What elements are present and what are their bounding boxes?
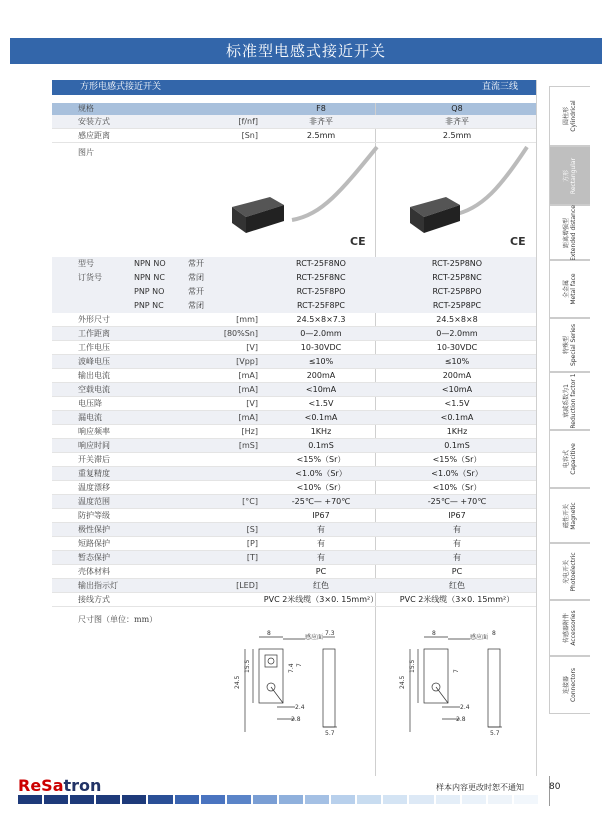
dim-width: 8	[267, 630, 271, 637]
table-row	[52, 115, 536, 129]
sidebar-tab-en: Extended distance	[570, 204, 577, 261]
f8-dimension-drawing	[215, 627, 365, 739]
table-row	[52, 523, 536, 537]
row-q8: 有	[453, 553, 461, 562]
row-q8: 0.1mS	[444, 441, 470, 450]
sidebar-tab-en: Capacitive	[570, 443, 577, 475]
row-unit: [°C]	[242, 497, 258, 506]
picture-label: 图片	[78, 148, 94, 157]
sidebar-tab-cn: 连接器	[563, 675, 570, 695]
table-row	[52, 593, 536, 607]
row-label: 重复精度	[78, 469, 110, 478]
model-block	[52, 257, 536, 313]
section-title: 方形电感式接近开关	[80, 82, 162, 92]
dim-height: 24.5	[399, 675, 406, 689]
row-q8: -25℃— +70℃	[427, 497, 487, 506]
sidebar-tab-en: Magnetic	[570, 501, 577, 530]
table-row	[52, 129, 536, 143]
dim-height2: 15.5	[409, 659, 416, 673]
row-label: 工作电压	[78, 343, 110, 352]
model-mode: 常闭	[188, 301, 204, 310]
row-q8: ≤10%	[444, 357, 470, 366]
row-unit: [P]	[246, 539, 258, 548]
row-f8: 有	[317, 553, 325, 562]
row-f8: 有	[317, 525, 325, 534]
row-f8: -25℃— +70℃	[291, 497, 351, 506]
row-q8: <10%（Sr）	[432, 483, 482, 492]
footer-stripes	[18, 795, 538, 804]
row-label: 温度范围	[78, 497, 110, 506]
sidebar-tab-magnetic[interactable]	[549, 488, 590, 543]
dim-d2: 2.4	[460, 704, 470, 711]
table-row	[52, 481, 536, 495]
sidebar-tab-special-series[interactable]	[549, 318, 590, 372]
dim-d1: 7.4	[288, 663, 295, 673]
dim-d3: 2.8	[291, 716, 301, 723]
model-f8: RCT-25F8PO	[296, 287, 346, 296]
brand-logo	[18, 776, 101, 795]
row-label: 接线方式	[78, 595, 110, 604]
row-label: 感应距离	[78, 131, 110, 140]
row-q8: 0—2.0mm	[436, 329, 478, 338]
sidebar-tab-en: Connectors	[570, 667, 577, 703]
row-q8: 1KHz	[446, 427, 468, 436]
sidebar-tab-cn: 距离增强型	[563, 217, 570, 248]
table-row	[52, 425, 536, 439]
row-f8: 红色	[313, 581, 329, 590]
sidebar-tab-extended-distance[interactable]	[549, 205, 590, 260]
dim-d5: 7	[296, 663, 303, 667]
table-row	[52, 411, 536, 425]
spec-top-rows	[52, 115, 536, 143]
ce-mark-q8: CE	[510, 235, 526, 248]
sidebar-tab-cn: 衰减系数为1	[563, 384, 570, 418]
row-label: 短路保护	[78, 539, 110, 548]
product-pictures	[52, 145, 536, 257]
row-label: 极性保护	[78, 525, 110, 534]
table-row	[52, 453, 536, 467]
row-f8: PC	[315, 567, 327, 576]
row-label: 漏电流	[78, 413, 102, 422]
table-row	[52, 397, 536, 411]
row-q8: 红色	[449, 581, 465, 590]
row-label: 输出电流	[78, 371, 110, 380]
row-f8: <1.0%（Sr）	[295, 469, 347, 478]
model-mode: 常开	[188, 287, 204, 296]
dim-face: 感应面	[470, 634, 489, 641]
dim-side: 7.3	[325, 630, 335, 637]
row-q8: <1.0%（Sr）	[431, 469, 483, 478]
row-f8: <0.1mA	[304, 413, 338, 422]
row-q8: 有	[453, 525, 461, 534]
sidebar-tab-cn: 特殊型	[563, 335, 570, 355]
row-unit: [f/nf]	[238, 117, 258, 126]
row-unit: [mA]	[238, 385, 258, 394]
model-q8: RCT-25P8PO	[432, 287, 482, 296]
row-label: 壳体材料	[78, 567, 110, 576]
table-row	[52, 439, 536, 453]
row-q8: <0.1mA	[440, 413, 474, 422]
table-right-border	[536, 80, 537, 776]
table-row	[52, 313, 536, 327]
row-unit: [V]	[246, 343, 258, 352]
model-q8: RCT-25P8NC	[432, 273, 482, 282]
row-label: 暂态保护	[78, 553, 110, 562]
row-label: 响应时间	[78, 441, 110, 450]
row-f8: ≤10%	[308, 357, 334, 366]
sidebar-tab-cn: 磁性开关	[563, 503, 570, 528]
row-unit: [Sn]	[241, 131, 258, 140]
model-mode: 常闭	[188, 273, 204, 282]
row-q8: <15%（Sr）	[432, 455, 482, 464]
grid-label: 规格	[78, 104, 94, 113]
sidebar-tab-cn: 方形	[563, 169, 570, 182]
sidebar-tab-cn: 传感器附件	[563, 612, 570, 644]
row-label: 温度漂移	[78, 483, 110, 492]
ce-mark-f8: CE	[350, 235, 366, 248]
sidebar-tab-cylindrical[interactable]	[549, 86, 590, 146]
grid-col-q8: Q8	[451, 104, 463, 113]
row-label: 输出指示灯	[78, 581, 118, 590]
model-type: NPN NO	[134, 259, 166, 268]
row-label: 响应频率	[78, 427, 110, 436]
sidebar-tab-en: Photoelectric	[570, 551, 577, 592]
sidebar-tab-en: Metal face	[570, 273, 577, 305]
row-unit: [80%Sn]	[223, 329, 258, 338]
dim-face: 感应面	[305, 634, 324, 641]
row-unit: [S]	[246, 525, 258, 534]
table-row	[52, 355, 536, 369]
row-q8: 24.5×8×8	[436, 315, 478, 324]
model-mode: 常开	[188, 259, 204, 268]
row-unit: [T]	[246, 553, 258, 562]
row-q8: 10-30VDC	[436, 343, 478, 352]
row-q8: 200mA	[442, 371, 472, 380]
model-type: NPN NC	[134, 273, 165, 282]
row-q8: IP67	[448, 511, 466, 520]
model-label: 型号	[78, 259, 94, 268]
table-row	[52, 383, 536, 397]
table-row	[52, 341, 536, 355]
row-f8: <10%（Sr）	[296, 483, 346, 492]
table-row	[52, 467, 536, 481]
sidebar-tab-cn: 电容式	[563, 450, 570, 469]
sidebar-tab-en: Rectangular	[570, 157, 577, 194]
sidebar-tab-en: Cylindrical	[570, 100, 577, 132]
model-f8: RCT-25F8PC	[296, 301, 346, 310]
sidebar-tab-cn: 全金属	[563, 279, 570, 299]
grid-col-f8: F8	[316, 104, 326, 113]
dim-side: 8	[492, 630, 496, 637]
row-label: 波峰电压	[78, 357, 110, 366]
row-unit: [mA]	[238, 413, 258, 422]
section-header	[52, 80, 536, 95]
dim-d3: 2.8	[456, 716, 466, 723]
page-title: 标准型电感式接近开关	[10, 38, 602, 64]
page-number: 80	[549, 782, 561, 792]
row-q8: <10mA	[441, 385, 473, 394]
q8-dimension-drawing	[380, 627, 530, 739]
dim-height2: 15.5	[244, 659, 251, 673]
row-label: 工作距离	[78, 329, 110, 338]
section-subtitle: 直流三线	[482, 82, 519, 92]
row-q8: 2.5mm	[442, 131, 472, 140]
row-f8: <1.5V	[308, 399, 334, 408]
dim-height: 24.5	[234, 675, 241, 689]
row-f8: IP67	[312, 511, 330, 520]
sidebar-tab-metal-face[interactable]	[549, 260, 590, 318]
row-f8: 有	[317, 539, 325, 548]
table-row	[52, 495, 536, 509]
row-f8: PVC 2米线缆（3×0. 15mm²）	[263, 595, 379, 604]
model-type: PNP NO	[134, 287, 165, 296]
row-f8: 2.5mm	[306, 131, 336, 140]
row-f8: 非齐平	[309, 117, 333, 126]
row-f8: 0.1mS	[308, 441, 334, 450]
sidebar-tab-connectors[interactable]	[549, 656, 590, 714]
model-f8: RCT-25F8NO	[296, 259, 346, 268]
brand-b: tron	[63, 776, 102, 795]
sidebar-tab-en: Reduction factor 1	[570, 373, 577, 429]
row-f8: 200mA	[306, 371, 336, 380]
dim-d2: 2.4	[295, 704, 305, 711]
row-f8: <10mA	[305, 385, 337, 394]
sidebar-tab-reduction-factor-1[interactable]	[549, 372, 590, 430]
sidebar-tab-accessories[interactable]	[549, 600, 590, 656]
brand-a: ReSa	[18, 776, 64, 795]
model-q8: RCT-25P8NO	[431, 259, 483, 268]
sidebar-tab-capacitive[interactable]	[549, 430, 590, 488]
sidebar-tab-rectangular[interactable]	[549, 146, 590, 205]
row-unit: [Hz]	[241, 427, 258, 436]
model-q8: RCT-25P8PC	[432, 301, 482, 310]
row-f8: 0—2.0mm	[300, 329, 342, 338]
row-q8: <1.5V	[444, 399, 470, 408]
sidebar-tab-en: Accessories	[570, 610, 577, 646]
row-unit: [mA]	[238, 371, 258, 380]
model-type: PNP NC	[134, 301, 164, 310]
row-q8: PC	[451, 567, 463, 576]
row-unit: [LED]	[236, 581, 258, 590]
row-label: 开关滞后	[78, 455, 110, 464]
table-row	[52, 327, 536, 341]
row-label: 外形尺寸	[78, 315, 110, 324]
sidebar-tab-en: Special Series	[570, 324, 577, 366]
table-row	[52, 551, 536, 565]
row-unit: [mm]	[236, 315, 258, 324]
row-label: 空载电流	[78, 385, 110, 394]
row-q8: 有	[453, 539, 461, 548]
sidebar-tab-cn: 圆柱形	[563, 107, 570, 126]
row-q8: 非齐平	[445, 117, 469, 126]
spec-rows	[52, 313, 536, 607]
row-unit: [Vpp]	[236, 357, 258, 366]
dim-d4: 5.7	[325, 730, 335, 737]
row-q8: PVC 2米线缆（3×0. 15mm²）	[399, 595, 515, 604]
model-f8: RCT-25F8NC	[296, 273, 346, 282]
spec-grid-header	[52, 103, 536, 115]
sidebar-tab-cn: 光电开关	[563, 559, 570, 584]
row-unit: [V]	[246, 399, 258, 408]
table-row	[52, 369, 536, 383]
row-label: 安装方式	[78, 117, 110, 126]
footer-note: 样本内容更改时恕不通知	[436, 783, 524, 792]
table-row	[52, 565, 536, 579]
row-f8: <15%（Sr）	[296, 455, 346, 464]
row-f8: 1KHz	[310, 427, 332, 436]
drawing-label: 尺寸图（单位：mm）	[78, 615, 158, 624]
dim-d4: 5.7	[490, 730, 500, 737]
dim-width: 8	[432, 630, 436, 637]
sidebar-tab-photoelectric[interactable]	[549, 543, 590, 600]
row-unit: [mS]	[238, 441, 258, 450]
table-row	[52, 509, 536, 523]
row-label: 电压降	[78, 399, 102, 408]
table-row	[52, 579, 536, 593]
row-label: 防护等级	[78, 511, 110, 520]
order-label: 订货号	[78, 273, 102, 282]
dim-d1: 7	[453, 669, 460, 673]
row-f8: 10-30VDC	[300, 343, 342, 352]
row-f8: 24.5×8×7.3	[296, 315, 346, 324]
table-row	[52, 537, 536, 551]
